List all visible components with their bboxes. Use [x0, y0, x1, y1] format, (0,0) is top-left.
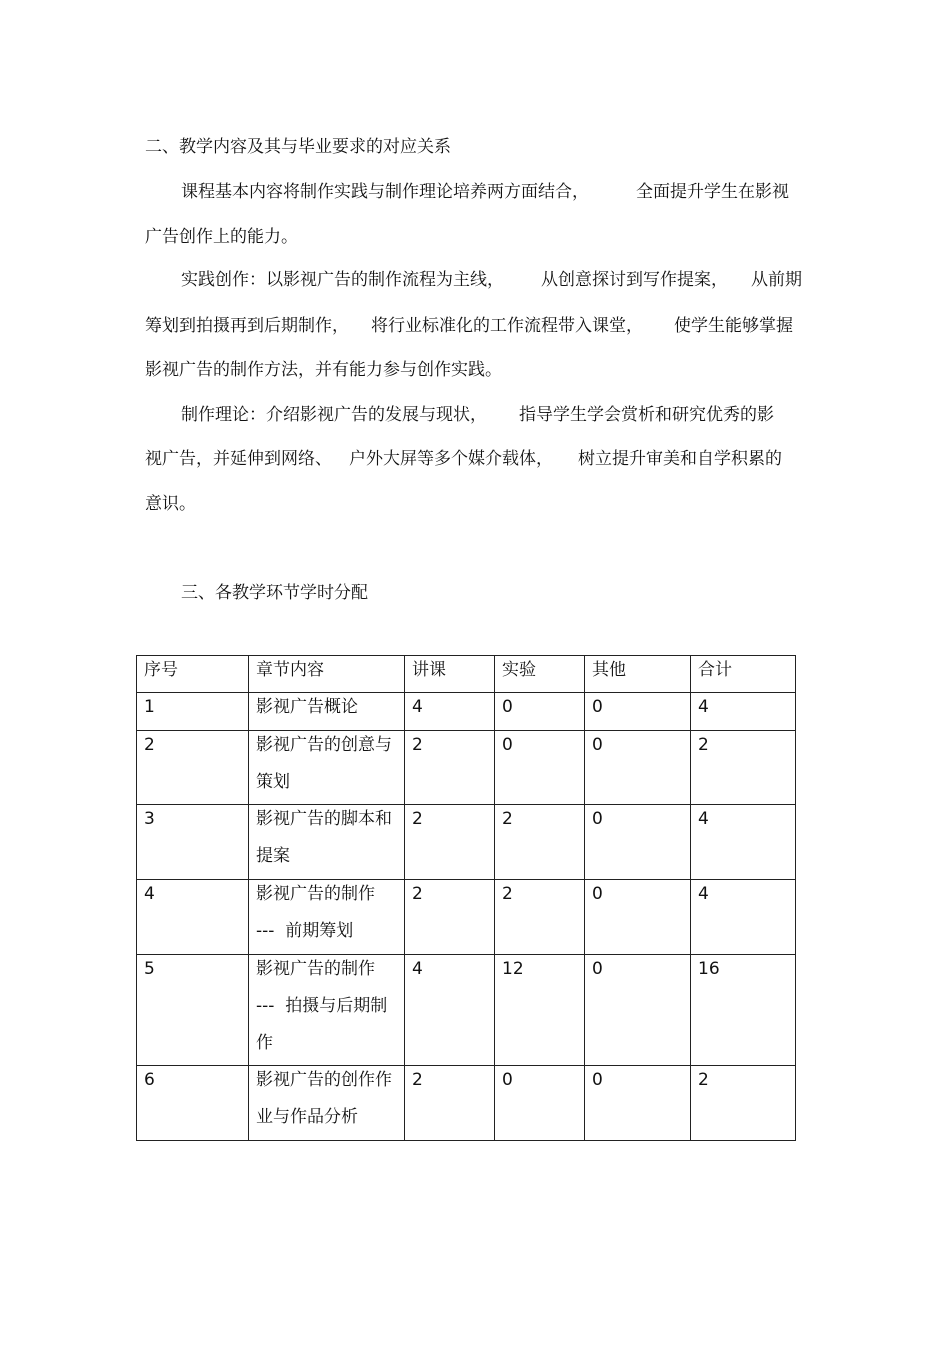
table-row — [137, 693, 796, 731]
paragraph-3-line-2b: 户外大屏等多个媒介载体， — [349, 449, 553, 469]
table-cell: 1 — [137, 693, 249, 731]
table-cell: 2 — [691, 731, 796, 805]
table-header-row — [137, 656, 796, 693]
table-cell: 4 — [691, 805, 796, 880]
table-cell: 2 — [691, 1066, 796, 1141]
table-cell: 0 — [585, 1066, 691, 1141]
section-3-heading: 三、各教学环节学时分配 — [181, 583, 368, 603]
table-cell: 0 — [495, 731, 585, 805]
table-cell: 2 — [405, 731, 495, 805]
table-cell: 5 — [137, 955, 249, 1066]
hours-allocation-table — [136, 655, 796, 1141]
table-cell: 4 — [691, 693, 796, 731]
table-cell: 影视广告概论 — [249, 693, 405, 731]
table-cell: 4 — [137, 880, 249, 955]
table-cell: 影视广告的创作作业与作品分析 — [249, 1066, 405, 1141]
header-cell: 序号 — [137, 656, 249, 693]
table-cell: 2 — [137, 731, 249, 805]
table-cell: 0 — [585, 880, 691, 955]
paragraph-2-line-2c: 使学生能够掌握 — [674, 316, 793, 336]
table-cell: 影视广告的创意与策划 — [249, 731, 405, 805]
table-cell: 影视广告的制作 --- 拍摄与后期制作 — [249, 955, 405, 1066]
table-cell: 影视广告的脚本和提案 — [249, 805, 405, 880]
header-cell: 讲课 — [405, 656, 495, 693]
paragraph-1-line-1: 课程基本内容将制作实践与制作理论培养两方面结合， — [181, 182, 589, 202]
table-cell: 2 — [495, 880, 585, 955]
header-cell: 章节内容 — [249, 656, 405, 693]
table-row — [137, 955, 796, 1066]
paragraph-1-line-2: 广告创作上的能力。 — [145, 227, 298, 247]
table-cell: 4 — [405, 693, 495, 731]
section-2-heading: 二、教学内容及其与毕业要求的对应关系 — [145, 137, 451, 157]
paragraph-3-line-2a: 视广告，并延伸到网络、 — [145, 449, 332, 469]
paragraph-2-line-2a: 筹划到拍摄再到后期制作， — [145, 316, 349, 336]
table-cell: 0 — [585, 805, 691, 880]
paragraph-2-line-1c: 从前期 — [751, 270, 802, 290]
table-cell: 0 — [495, 693, 585, 731]
paragraph-3-line-1b: 指导学生学会赏析和研究优秀的影 — [519, 405, 774, 425]
header-cell: 其他 — [585, 656, 691, 693]
table-row — [137, 880, 796, 955]
header-cell: 合计 — [691, 656, 796, 693]
paragraph-3-line-3: 意识。 — [145, 494, 196, 514]
paragraph-2-line-3: 影视广告的制作方法，并有能力参与创作实践。 — [145, 360, 502, 380]
table-cell: 0 — [585, 955, 691, 1066]
table-cell: 3 — [137, 805, 249, 880]
table-cell: 2 — [405, 1066, 495, 1141]
table-row — [137, 805, 796, 880]
table-cell: 4 — [405, 955, 495, 1066]
table-cell: 16 — [691, 955, 796, 1066]
table-cell: 0 — [495, 1066, 585, 1141]
table-cell: 影视广告的制作 --- 前期筹划 — [249, 880, 405, 955]
table-cell: 4 — [691, 880, 796, 955]
paragraph-3-line-2c: 树立提升审美和自学积累的 — [578, 449, 782, 469]
table-cell: 12 — [495, 955, 585, 1066]
table-cell: 0 — [585, 731, 691, 805]
paragraph-2-line-1a: 实践创作：以影视广告的制作流程为主线， — [181, 270, 504, 290]
table-cell: 2 — [405, 805, 495, 880]
table-cell: 0 — [585, 693, 691, 731]
paragraph-2-line-1b: 从创意探讨到写作提案， — [541, 270, 728, 290]
paragraph-2-line-2b: 将行业标准化的工作流程带入课堂， — [371, 316, 643, 336]
table-cell: 2 — [495, 805, 585, 880]
table-row — [137, 731, 796, 805]
paragraph-1-line-1b: 全面提升学生在影视 — [636, 182, 789, 202]
table-cell: 6 — [137, 1066, 249, 1141]
table-cell: 2 — [405, 880, 495, 955]
paragraph-3-line-1a: 制作理论：介绍影视广告的发展与现状， — [181, 405, 487, 425]
table-row — [137, 1066, 796, 1141]
header-cell: 实验 — [495, 656, 585, 693]
